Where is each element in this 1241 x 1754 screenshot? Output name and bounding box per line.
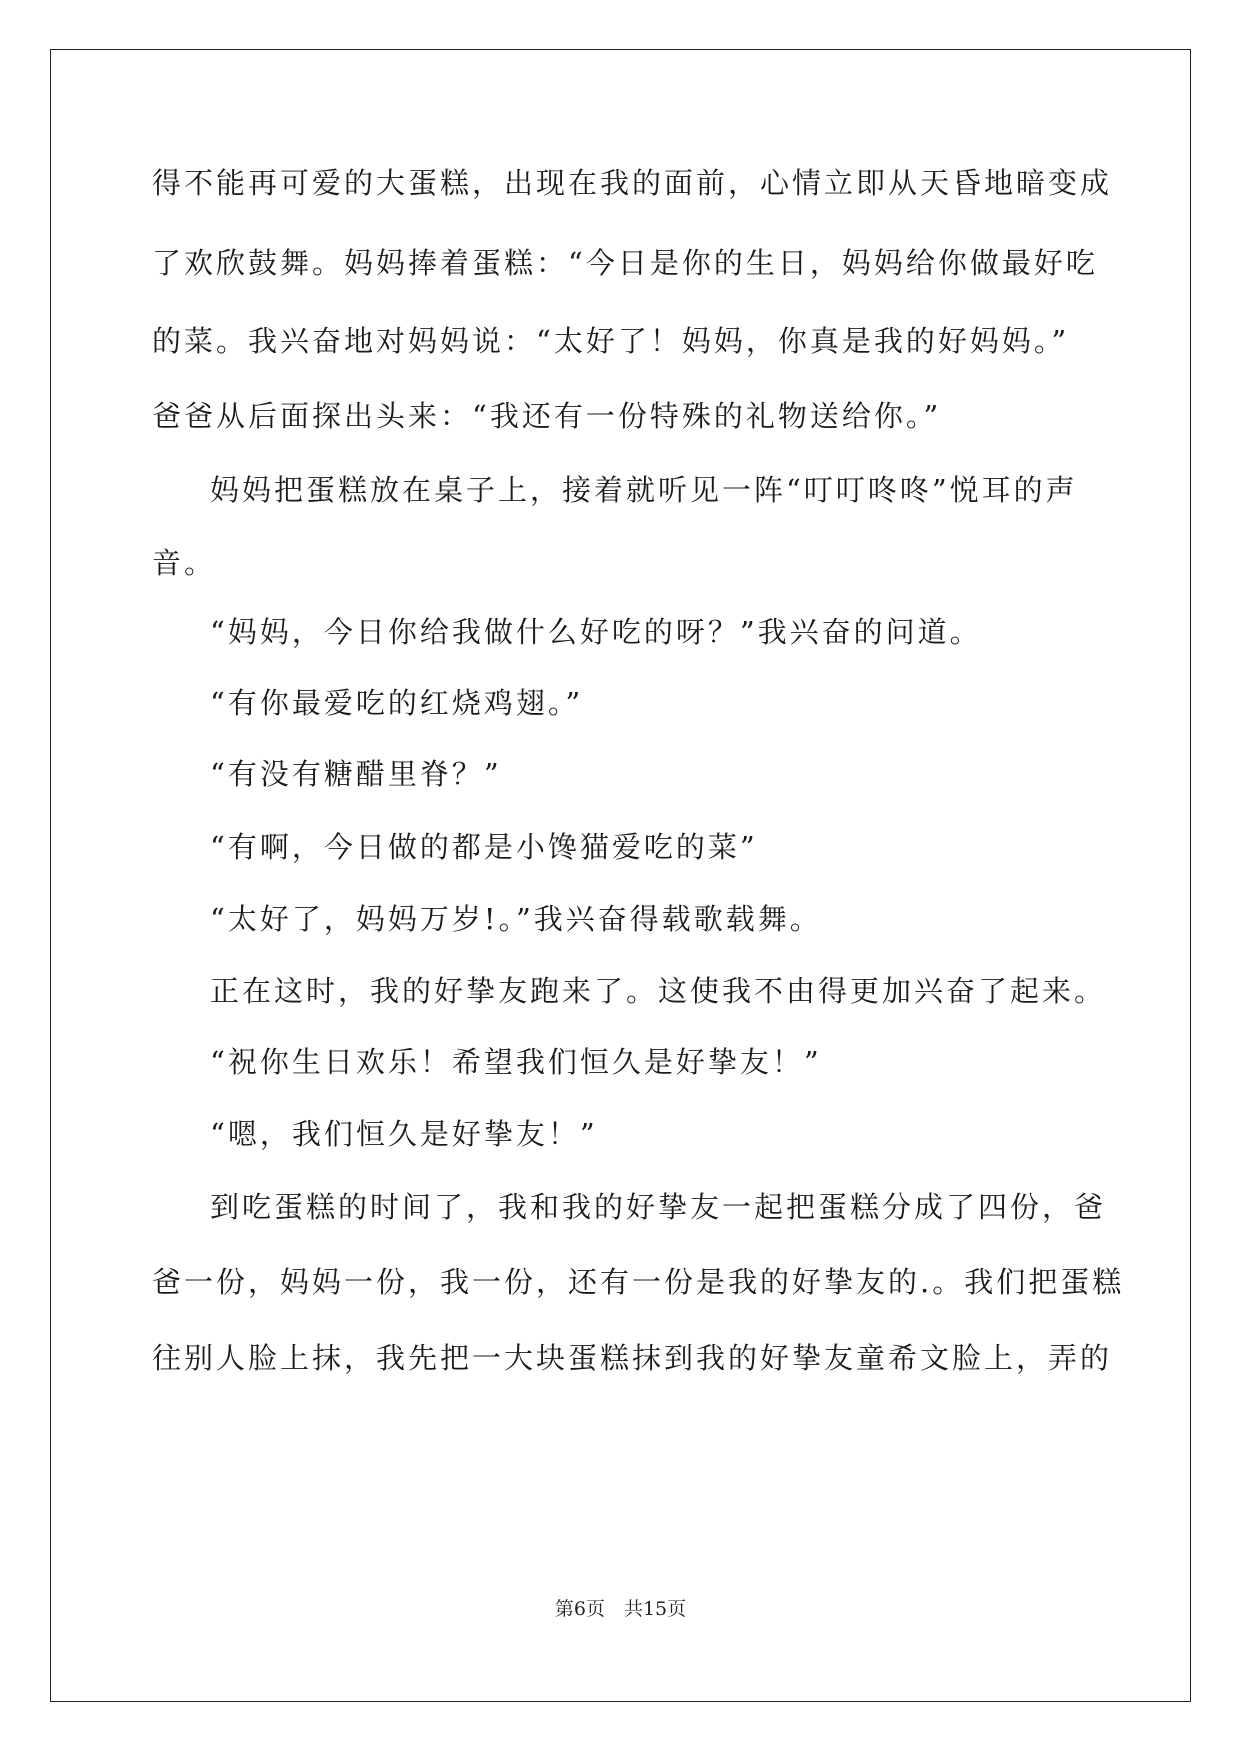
page-border <box>50 49 1191 1702</box>
text-line: 往别人脸上抹，我先把一大块蛋糕抹到我的好挚友童希文脸上，弄的 <box>152 1341 1113 1375</box>
text-line: 爸一份，妈妈一份，我一份，还有一份是我的好挚友的.。我们把蛋糕 <box>152 1265 1125 1299</box>
text-line: “有啊，今日做的都是小馋猫爱吃的菜” <box>210 830 758 864</box>
text-line: “妈妈，今日你给我做什么好吃的呀？”我兴奋的问道。 <box>210 615 982 649</box>
text-line: 爸爸从后面探出头来：“我还有一份特殊的礼物送给你。” <box>152 399 942 433</box>
text-line: “祝你生日欢乐！希望我们恒久是好挚友！” <box>210 1045 822 1079</box>
text-line: 正在这时，我的好挚友跑来了。这使我不由得更加兴奋了起来。 <box>210 974 1107 1008</box>
text-line: 音。 <box>152 546 217 580</box>
page-footer: 第6页 共15页 <box>554 1598 687 1620</box>
text-line: 到吃蛋糕的时间了，我和我的好挚友一起把蛋糕分成了四份，爸 <box>210 1190 1107 1224</box>
text-line: 了欢欣鼓舞。妈妈捧着蛋糕：“今日是你的生日，妈妈给你做最好吃 <box>152 246 1098 280</box>
text-line: “有你最爱吃的红烧鸡翅。” <box>210 686 584 720</box>
text-line: “太好了，妈妈万岁!。”我兴奋得载歌载舞。 <box>210 902 822 936</box>
text-line: 妈妈把蛋糕放在桌子上，接着就听见一阵“叮叮咚咚”悦耳的声 <box>210 473 1078 507</box>
text-line: “有没有糖醋里脊？” <box>210 757 502 791</box>
text-line: 的菜。我兴奋地对妈妈说：“太好了！妈妈，你真是我的好妈妈。” <box>152 324 1070 358</box>
text-line: “嗯，我们恒久是好挚友！” <box>210 1117 598 1151</box>
text-line: 得不能再可爱的大蛋糕，出现在我的面前，心情立即从天昏地暗变成 <box>152 166 1113 200</box>
